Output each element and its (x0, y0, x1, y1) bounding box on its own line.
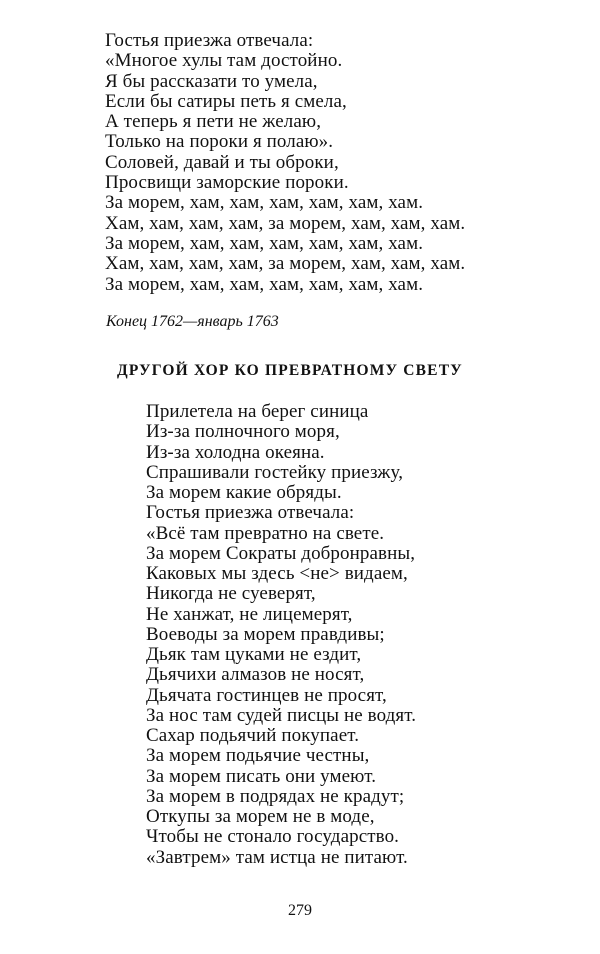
poem-line: Я бы рассказати то умела, (105, 70, 318, 92)
poem-title: ДРУГОЙ ХОР КО ПРЕВРАТНОМУ СВЕТУ (117, 362, 463, 379)
poem-dateline: Конец 1762—январь 1763 (106, 313, 279, 330)
poem-line: Дьяк там цуками не ездит, (146, 644, 362, 665)
poem-line: Дьячихи алмазов не носят, (146, 664, 365, 686)
poem-line: «Всё там превратно на свете. (146, 522, 385, 544)
poem-line: Соловей, давай и ты оброки, (105, 151, 339, 173)
poem-line: Просвищи заморские пороки. (105, 172, 349, 194)
poem-line: За морем какие обряды. (146, 482, 342, 503)
poem-line: За морем Сократы добронравны, (146, 542, 416, 564)
poem-line: Хам, хам, хам, хам, за морем, хам, хам, хам. (105, 253, 466, 275)
poem-line: Из-за холодна океяна. (146, 441, 325, 463)
poem-line: Гостья приезжа отвечала: (105, 30, 314, 51)
poem-line: Никогда не суеверят, (146, 583, 316, 605)
poem-line: Спрашивали гостейку приезжу, (146, 461, 404, 483)
poem-line: Прилетела на берег синица (146, 401, 369, 422)
poem-line: «Многое хулы там достойно. (105, 50, 343, 72)
poem-line: Сахар подьячий покупает. (146, 725, 360, 746)
poem-line: Не ханжат, не лицемерят, (146, 603, 353, 625)
poem-line: Из-за полночного моря, (146, 421, 340, 443)
poem-ending-stanza (105, 31, 465, 295)
poem-line: За морем, хам, хам, хам, хам, хам, хам. (105, 232, 424, 254)
page-number: 279 (288, 902, 312, 919)
poem-line: Гостья приезжа отвечала: (146, 502, 355, 524)
poem-line: За нос там судей писцы не водят. (146, 704, 417, 726)
poem-line: Только на пороки я полаю». (105, 131, 334, 153)
poem-line: За морем, хам, хам, хам, хам, хам, хам. (105, 273, 424, 295)
poem-line: За морем подьячие честны, (146, 745, 370, 767)
poem-line: За морем писать они умеют. (146, 765, 377, 787)
poem-line: А теперь я пети не желаю, (105, 111, 322, 133)
poem-line: За морем, хам, хам, хам, хам, хам, хам. (105, 192, 424, 214)
poem-line: За морем в подрядах не крадут; (146, 785, 405, 807)
poem-line: Чтобы не стонало государство. (146, 826, 400, 848)
poem-line: Дьячата гостинцев не просят, (146, 684, 387, 706)
poem-line: «Завтрем» там истца не питают. (146, 846, 408, 868)
poem-body (146, 402, 416, 868)
poem-line: Откупы за морем не в моде, (146, 806, 375, 827)
poem-line: Воеводы за морем правдивы; (146, 623, 385, 645)
poem-line: Каковых мы здесь <не> видаем, (146, 563, 408, 584)
poem-line: Хам, хам, хам, хам, за морем, хам, хам, хам. (105, 212, 466, 234)
poem-line: Если бы сатиры петь я смела, (105, 90, 347, 112)
